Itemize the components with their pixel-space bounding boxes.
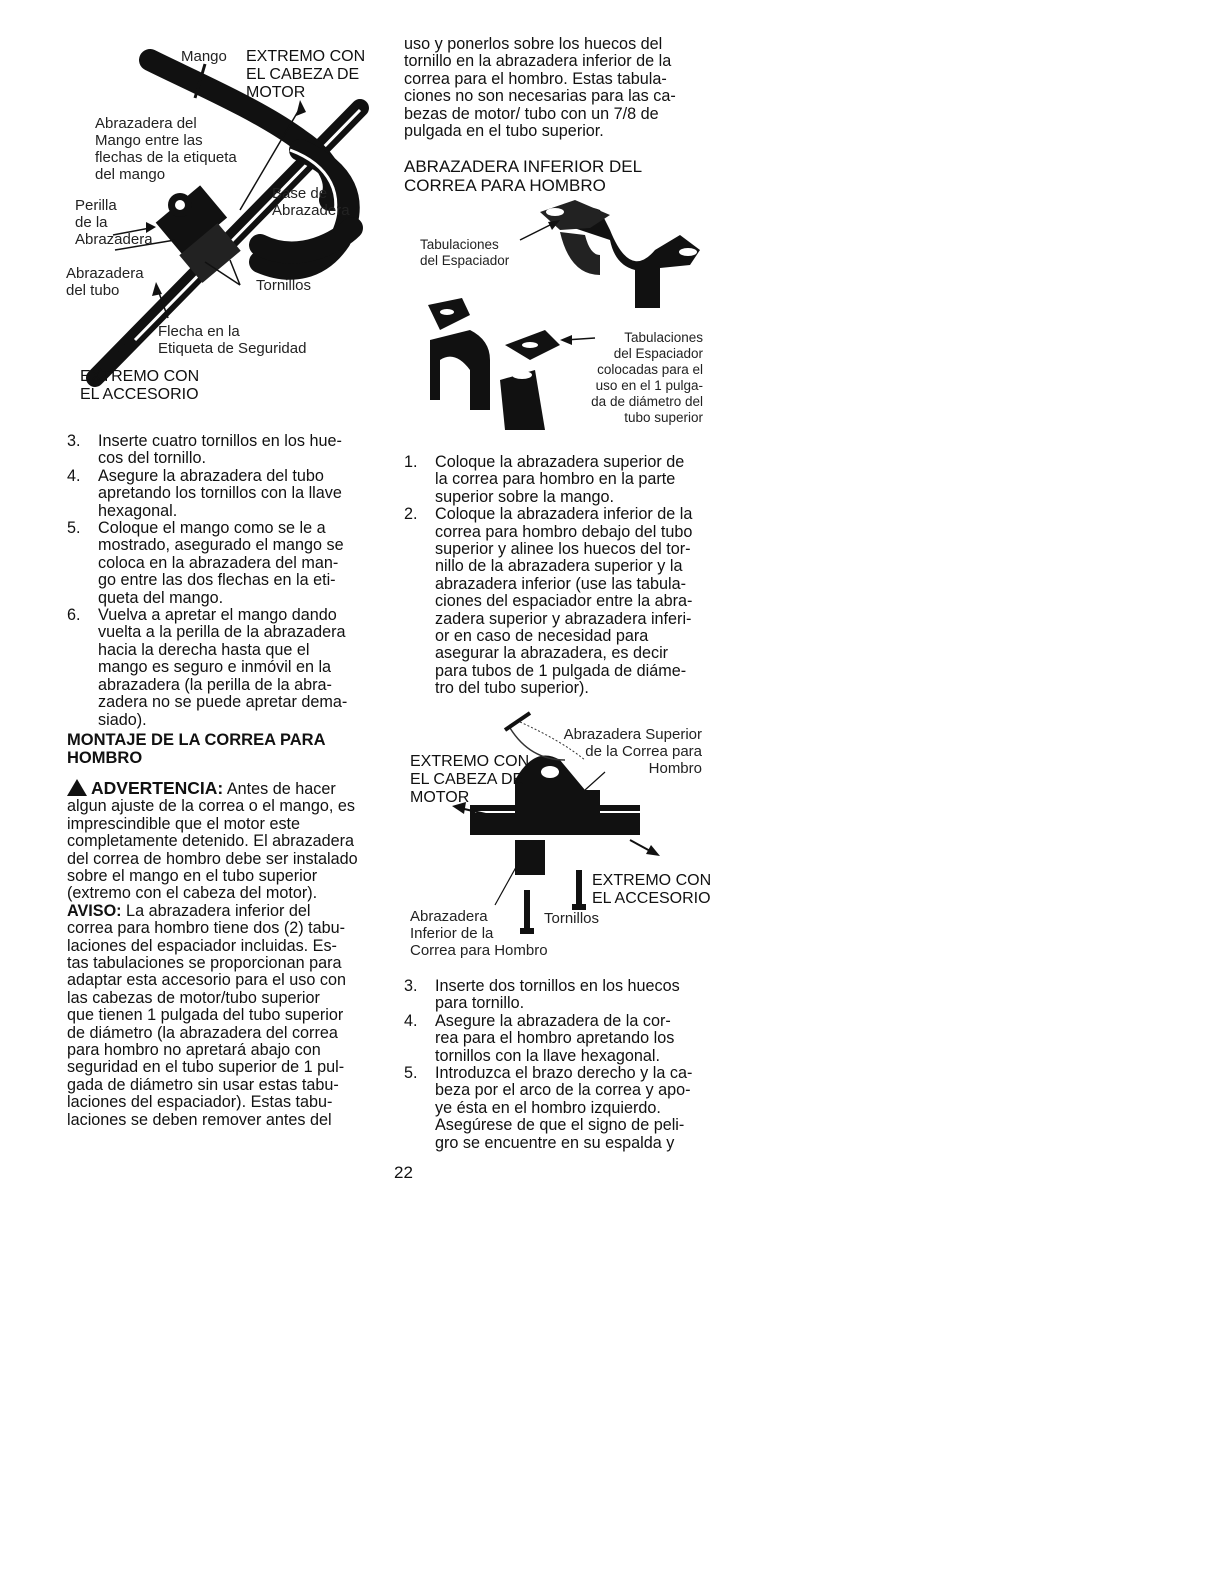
fig1-label-abrazadera-tubo: Abrazadera del tubo xyxy=(66,265,144,299)
heading-montaje: MONTAJE DE LA CORREA PARA HOMBRO xyxy=(67,730,326,767)
fig3-label-abrazadera-superior: Abrazadera Superior de la Correa para Hombro xyxy=(563,726,702,777)
fig3-label-tornillos: Tornillos xyxy=(544,910,600,927)
advertencia-label: ADVERTENCIA: xyxy=(91,777,224,798)
list-item: 4. Asegure la abrazadera de la cor- rea para el hombro apretando los tornillos con la llave hexagonal. xyxy=(404,1011,675,1065)
page-number: 22 xyxy=(394,1163,413,1182)
list-item: 1. Coloque la abrazadera superior de la correa para hombro en la parte superior sobre la mango. xyxy=(404,453,685,506)
fig2-label-tabulaciones-1: Tabulaciones del Espaciador xyxy=(420,237,510,268)
list-item: 5. Coloque el mango como se le a mostrado, asegurado el mango se coloca en la abrazadera del man- go entre las dos flechas en la eti- queta del mango. xyxy=(67,519,344,607)
fig3-label-extremo-cabeza: EXTREMO CON EL CABEZA DE MOTOR xyxy=(410,753,530,806)
section-abrazadera-inferior: ABRAZADERA INFERIOR DEL CORREA PARA HOMBRO xyxy=(404,157,643,195)
aviso-label: AVISO: xyxy=(67,901,122,920)
right-steps-b-container xyxy=(404,978,734,1152)
fig1-label-perilla: Perilla de la Abrazadera xyxy=(75,197,153,248)
fig1-label-abrazadera-mango: Abrazadera del Mango entre las flechas de la etiqueta del mango xyxy=(95,115,237,183)
fig1-label-tornillos: Tornillos xyxy=(256,277,312,294)
advertencia-paragraph: ADVERTENCIA: Antes de hacer algun ajuste de la correa o el mango, es imprescindible que el motor este completamente detenido. El abrazadera del correa de hombro debe ser instalado sobre el mango en el tubo superior (extremo con el cabeza del motor). xyxy=(67,777,358,903)
right-steps-b xyxy=(404,978,734,1152)
fig1-label-extremo-cabeza: EXTREMO CON EL CABEZA DE MOTOR xyxy=(246,48,366,101)
fig3-label-extremo-accesorio: EXTREMO CON EL ACCESORIO xyxy=(592,872,712,907)
aviso-paragraph: AVISO: La abrazadera inferior del correa para hombro tiene dos (2) tabu- laciones del espaciador incluidas. Es- tas tabulaciones se proporcionan para adaptar esta accesorio para el uso con las cabezas de motor/tubo superior que tienen 1 pulgada del tubo superior de diámetro (la abrazadera del correa para hombro no apretará abajo con seguridad en el tubo superior de 1 pul- gada de diámetro sin usar estas tabu- laciones del espaciador). Estas tabu- laciones se deben remover antes del xyxy=(67,901,346,1129)
fig1-label-flecha: Flecha en la Etiqueta de Seguridad xyxy=(158,323,307,357)
list-item: 4. Asegure la abrazadera del tubo apretando los tornillos con la llave hexagonal. xyxy=(67,466,342,520)
list-item: 3. Inserte cuatro tornillos en los hue- cos del tornillo. xyxy=(67,432,342,468)
fig2-label-tabulaciones-2: Tabulaciones del Espaciador colocadas para el uso en el 1 pulga- da de diámetro del tubo superior xyxy=(591,330,703,425)
fig1-label-extremo-accesorio: EXTREMO CON EL ACCESORIO xyxy=(80,368,200,403)
list-item: 6. Vuelva a apretar el mango dando vuelta a la perilla de la abrazadera hacia la derecha hasta que el mango es seguro e inmóvil en la abrazadera (la perilla de la abra- zadera no se puede apretar dema- siado). xyxy=(67,606,348,729)
list-item: 2. Coloque la abrazadera inferior de la correa para hombro debajo del tubo superior y alinee los huecos del tor- nillo de la abrazadera superior y la abrazadera inferior (use las tabula- ciones del espaciador entre la abra- zadera superior y abrazadera inferi- or en caso de necesidad para asegurar la abrazadera, es decir para tubos de 1 pulgada de diáme- tro del tubo superior). xyxy=(404,505,693,698)
fig1-label-base: Base de Abrazadera xyxy=(272,185,350,219)
fig1-label-mango: Mango xyxy=(181,48,227,65)
list-item: 3. Inserte dos tornillos en los huecos para tornillo. xyxy=(404,977,680,1013)
list-item: 5. Introduzca el brazo derecho y la ca- beza por el arco de la correa y apo- ye ésta en el hombro izquierdo. Asegúrese de que el signo de peli- gro se encuentre en su espalda y xyxy=(404,1064,693,1152)
right-intro: uso y ponerlos sobre los huecos del tornillo en la abrazadera inferior de la correa para el hombro. Estas tabula- ciones no son necesarias para las ca- bezas de motor/ tubo con un 7/8 de pulgada en el tubo superior. xyxy=(404,35,676,141)
fig3-label-abrazadera-inferior: Abrazadera Inferior de la Correa para Hombro xyxy=(410,908,548,959)
